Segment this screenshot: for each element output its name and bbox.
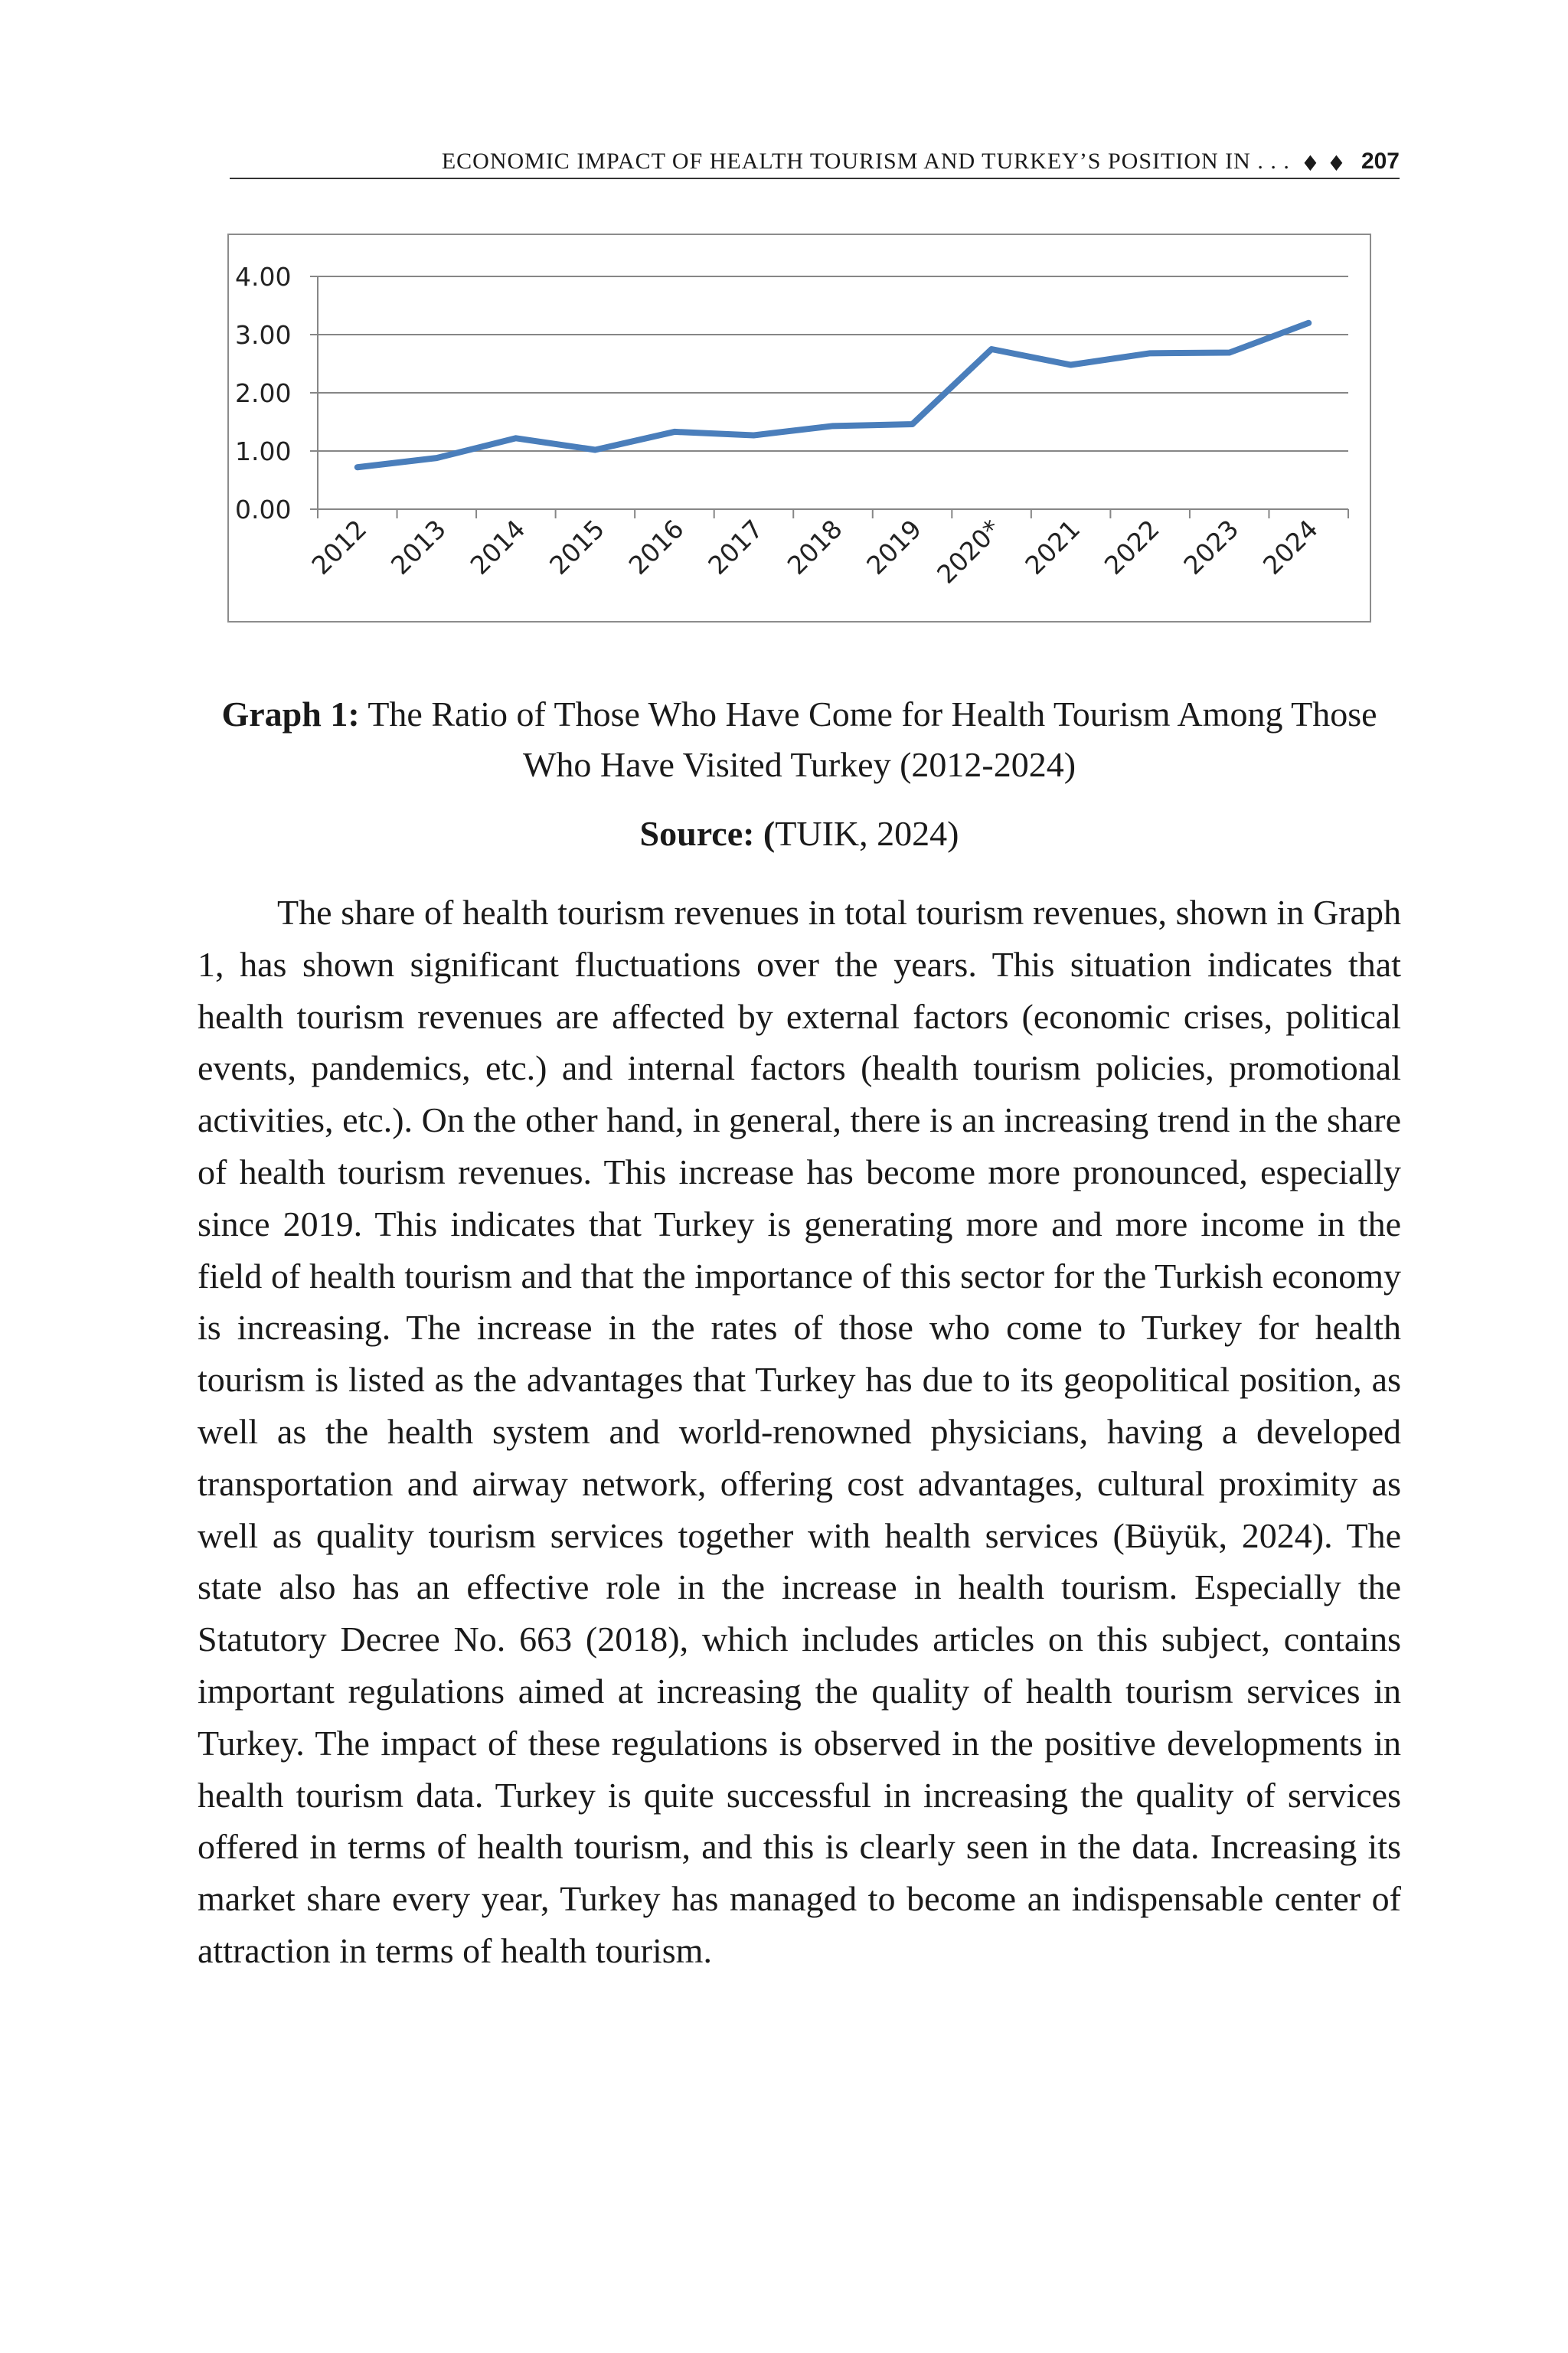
figure-source-label: Source: ( [639,814,776,853]
figure-caption-text: The Ratio of Those Who Have Come for Health Tourism Among Those Who Have Visited Turkey (2012-2024) [368,694,1377,784]
y-tick-label: 2.00 [235,378,292,408]
y-tick-label: 0.00 [235,495,292,525]
diamond-ornament-icon: ♦ ♦ [1300,151,1346,176]
x-tick-label: 2015 [544,514,611,581]
x-tick-label: 2020* [931,514,1007,590]
x-tick-label: 2018 [781,514,848,581]
figure-caption [198,689,1401,790]
x-tick-label: 2019 [861,514,928,581]
x-tick-label: 2023 [1178,514,1245,581]
x-tick-label: 2013 [385,514,452,581]
x-tick-label: 2022 [1098,514,1165,581]
x-tick-label: 2021 [1019,514,1086,581]
figure-source [198,809,1401,859]
x-tick-label: 2014 [464,514,531,581]
line-chart [227,234,1371,623]
y-tick-label: 1.00 [235,436,292,466]
x-tick-label: 2012 [305,514,373,581]
figure-caption-label: Graph 1: [221,694,360,734]
series-line [358,323,1308,467]
page-number: 207 [1361,149,1400,174]
running-header-title: ECONOMIC IMPACT OF HEALTH TOURISM AND TURKEY’S POSITION IN . . . [441,149,1290,174]
body-paragraph: The share of health tourism revenues in total tourism revenues, shown in Graph 1, has shown significant fluctuations over the years. This situation indicates that health tourism revenues are affected by external factors (economic crises, political events, pandemics, etc.) and internal factors (health tourism policies, promotional activities, etc.). On the other hand, in general, there is an increasing trend in the share of health tourism revenues. This increase has become more pronounced, especially since 2019. This indicates that Turkey is generating more and more income in the field of health tourism and that the importance of this sector for the Turkish economy is increasing. The increase in the rates of those who come to Turkey for health tourism is listed as the advantages that Turkey has due to its geopolitical position, as well as the health system and world-renowned physicians, having a developed transportation and airway network, offering cost advantages, cultural proximity as well as quality tourism services together with health services (Büyük, 2024). The state also has an effective role in the increase in health tourism. Especially the Statutory Decree No. 663 (2018), which includes articles on this subject, contains important regulations aimed at increasing the quality of health tourism services in Turkey. The impact of these regulations is observed in the positive developments in health tourism data. Turkey is quite successful in increasing the quality of services offered in terms of health tourism, and this is clearly seen in the data. Increasing its market share every year, Turkey has managed to become an indispensable center of attraction in terms of health tourism. [198,893,1401,1970]
y-tick-label: 3.00 [235,320,292,350]
line-chart-svg [229,235,1370,621]
figure-source-text: TUIK, 2024) [775,814,959,853]
x-tick-label: 2024 [1256,514,1324,581]
running-header [230,144,1400,179]
x-tick-label: 2017 [702,514,769,581]
y-tick-label: 4.00 [235,262,292,292]
x-tick-label: 2016 [622,514,690,581]
